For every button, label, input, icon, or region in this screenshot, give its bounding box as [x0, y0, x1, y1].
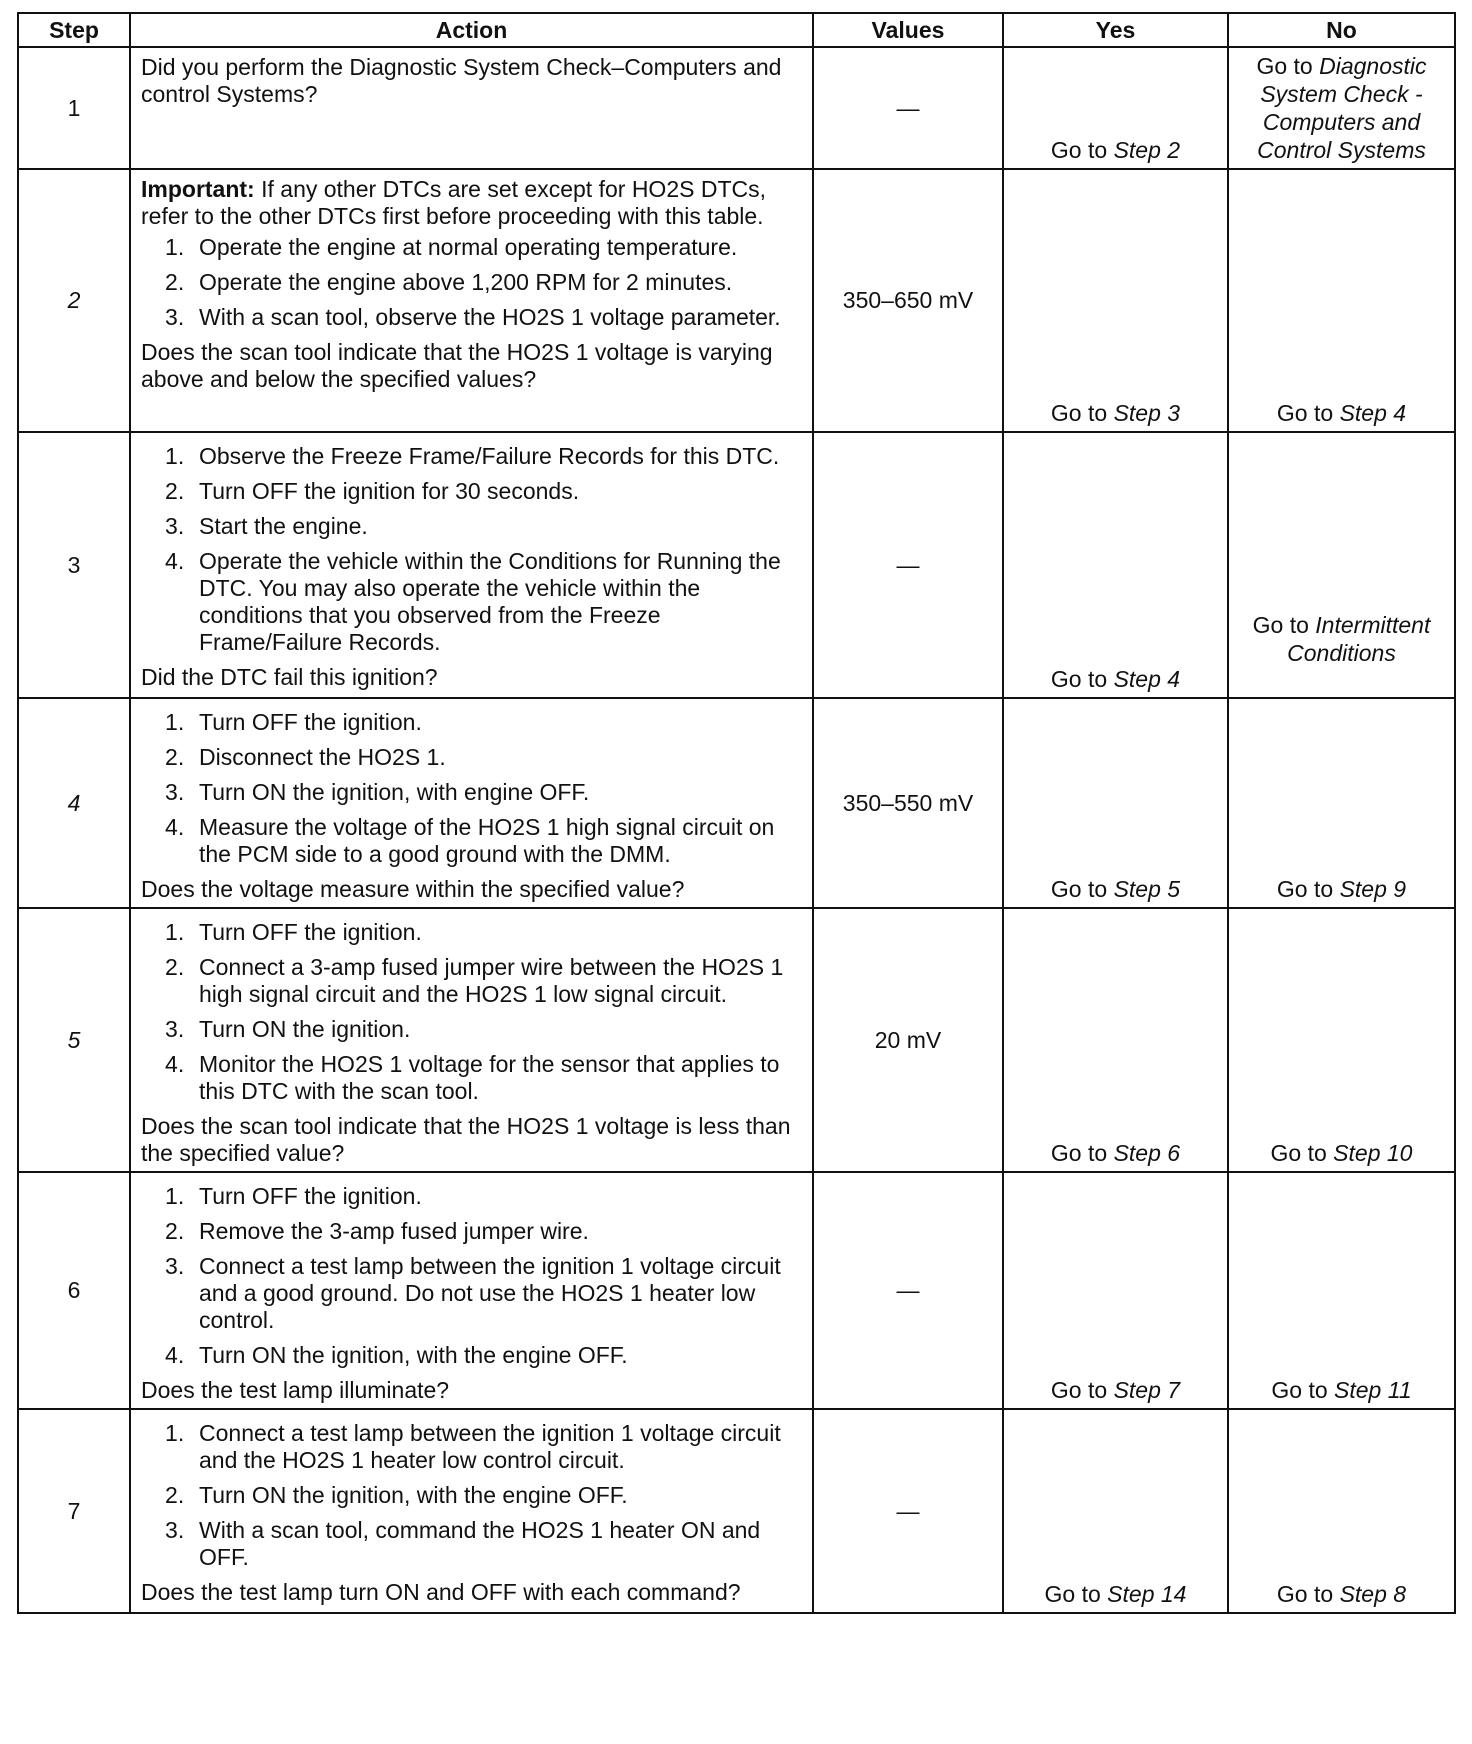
yes-goto-prefix: Go to: [1050, 876, 1114, 902]
header-step: Step: [18, 13, 130, 47]
yes-goto-link[interactable]: Step 7: [1113, 1377, 1181, 1403]
instruction-item: 1. Turn OFF the ignition.: [197, 709, 802, 736]
instruction-list: [141, 443, 802, 656]
no-goto-link[interactable]: Step 11: [1334, 1377, 1412, 1403]
diagnostic-table: [17, 12, 1456, 1614]
instruction-item: 2. Turn ON the ignition, with the engine OFF.: [197, 1482, 802, 1509]
no-goto-prefix: Go to: [1276, 400, 1340, 426]
no-goto-link[interactable]: Diagnostic System Check - Computers and Control Systems: [1257, 53, 1427, 163]
yes-goto-link[interactable]: Step 5: [1113, 876, 1181, 902]
values-cell: —: [813, 1409, 1003, 1613]
action-question: Does the test lamp illuminate?: [141, 1377, 450, 1403]
values-cell: —: [813, 432, 1003, 698]
no-goto-link[interactable]: Step 4: [1339, 400, 1407, 426]
action-question: Does the voltage measure within the specified value?: [141, 876, 685, 902]
yes-goto-prefix: Go to: [1050, 137, 1114, 163]
intro-text: If any other DTCs are set except for HO2S DTCs, refer to the other DTCs first before proceeding with this table.: [141, 176, 766, 229]
no-goto-prefix: Go to: [1252, 612, 1316, 638]
no-cell: [1228, 432, 1455, 698]
table-row: [18, 908, 1455, 1172]
step-number: 4: [18, 698, 130, 908]
no-goto-prefix: Go to: [1256, 53, 1320, 79]
instruction-item: 1. Turn OFF the ignition.: [197, 919, 802, 946]
step-number: 2: [18, 169, 130, 432]
instruction-item: 3. With a scan tool, command the HO2S 1 heater ON and OFF.: [197, 1517, 802, 1571]
yes-goto-link[interactable]: Step 3: [1113, 400, 1181, 426]
no-goto: [1235, 399, 1448, 427]
action-question: Does the scan tool indicate that the HO2S 1 voltage is varying above and below the specified values?: [141, 339, 773, 392]
instruction-item: 4. Measure the voltage of the HO2S 1 high signal circuit on the PCM side to a good ground with the DMM.: [197, 814, 802, 868]
no-goto: [1235, 875, 1448, 903]
yes-goto-link[interactable]: Step 6: [1113, 1140, 1181, 1166]
step-number: 1: [18, 47, 130, 169]
instruction-list: [141, 234, 802, 331]
table-row: [18, 432, 1455, 698]
action-cell: [130, 47, 813, 169]
instruction-item: 2. Turn OFF the ignition for 30 seconds.: [197, 478, 802, 505]
no-cell: [1228, 698, 1455, 908]
instruction-item: 1. Observe the Freeze Frame/Failure Records for this DTC.: [197, 443, 802, 470]
action-intro: [141, 54, 802, 108]
yes-cell: [1003, 432, 1228, 698]
no-cell: [1228, 47, 1455, 169]
intro-text: Did you perform the Diagnostic System Check–Computers and control Systems?: [141, 54, 782, 107]
no-cell: [1228, 908, 1455, 1172]
instruction-item: 2. Operate the engine above 1,200 RPM for 2 minutes.: [197, 269, 802, 296]
no-goto: [1235, 611, 1448, 667]
values-cell: 350–650 mV: [813, 169, 1003, 432]
instruction-list: [141, 1420, 802, 1571]
values-cell: 20 mV: [813, 908, 1003, 1172]
instruction-item: 1. Operate the engine at normal operating temperature.: [197, 234, 802, 261]
yes-goto-prefix: Go to: [1050, 1377, 1114, 1403]
no-goto-link[interactable]: Step 9: [1339, 876, 1407, 902]
instruction-list: [141, 1183, 802, 1369]
step-number: 5: [18, 908, 130, 1172]
yes-cell: [1003, 908, 1228, 1172]
instruction-item: 3. Connect a test lamp between the ignition 1 voltage circuit and a good ground. Do not use the HO2S 1 heater low control.: [197, 1253, 802, 1334]
values-cell: —: [813, 1172, 1003, 1409]
action-cell: [130, 698, 813, 908]
step-number: 7: [18, 1409, 130, 1613]
instruction-item: 1. Turn OFF the ignition.: [197, 1183, 802, 1210]
instruction-item: 4. Monitor the HO2S 1 voltage for the sensor that applies to this DTC with the scan tool.: [197, 1051, 802, 1105]
no-goto: [1235, 1580, 1448, 1608]
action-cell: [130, 908, 813, 1172]
instruction-item: 3. Start the engine.: [197, 513, 802, 540]
table-row: [18, 169, 1455, 432]
yes-cell: [1003, 47, 1228, 169]
yes-cell: [1003, 698, 1228, 908]
no-goto-link[interactable]: Step 10: [1333, 1140, 1413, 1166]
header-row: [18, 13, 1455, 47]
yes-cell: [1003, 1172, 1228, 1409]
instruction-item: 3. Turn ON the ignition, with engine OFF.: [197, 779, 802, 806]
table-row: [18, 1409, 1455, 1613]
step-number: 6: [18, 1172, 130, 1409]
no-cell: [1228, 1409, 1455, 1613]
header-no: No: [1228, 13, 1455, 47]
yes-goto-prefix: Go to: [1050, 1140, 1114, 1166]
action-cell: [130, 169, 813, 432]
no-goto: [1235, 1139, 1448, 1167]
instruction-list: [141, 709, 802, 868]
yes-goto-prefix: Go to: [1050, 400, 1114, 426]
action-question: Does the test lamp turn ON and OFF with each command?: [141, 1579, 741, 1605]
yes-cell: [1003, 169, 1228, 432]
yes-goto-link[interactable]: Step 14: [1107, 1581, 1187, 1607]
yes-goto-prefix: Go to: [1050, 666, 1114, 692]
yes-goto-link[interactable]: Step 4: [1113, 666, 1181, 692]
instruction-item: 1. Connect a test lamp between the ignition 1 voltage circuit and the HO2S 1 heater low control circuit.: [197, 1420, 802, 1474]
table-row: [18, 698, 1455, 908]
table-row: [18, 47, 1455, 169]
header-values: Values: [813, 13, 1003, 47]
header-yes: Yes: [1003, 13, 1228, 47]
yes-goto-link[interactable]: Step 2: [1113, 137, 1181, 163]
no-cell: [1228, 1172, 1455, 1409]
table-row: [18, 1172, 1455, 1409]
action-cell: [130, 432, 813, 698]
yes-goto-prefix: Go to: [1044, 1581, 1108, 1607]
step-number: 3: [18, 432, 130, 698]
values-cell: 350–550 mV: [813, 698, 1003, 908]
no-goto-link[interactable]: Intermittent Conditions: [1287, 612, 1431, 666]
no-goto: [1235, 52, 1448, 164]
no-goto-prefix: Go to: [1276, 1581, 1340, 1607]
action-intro: [141, 176, 802, 230]
values-cell: —: [813, 47, 1003, 169]
instruction-item: 2. Remove the 3-amp fused jumper wire.: [197, 1218, 802, 1245]
action-cell: [130, 1172, 813, 1409]
no-goto-prefix: Go to: [1276, 876, 1340, 902]
instruction-item: 4. Turn ON the ignition, with the engine OFF.: [197, 1342, 802, 1369]
no-goto-link[interactable]: Step 8: [1339, 1581, 1407, 1607]
no-cell: [1228, 169, 1455, 432]
yes-cell: [1003, 1409, 1228, 1613]
no-goto: [1235, 1376, 1448, 1404]
action-question: Does the scan tool indicate that the HO2S 1 voltage is less than the specified value?: [141, 1113, 791, 1166]
instruction-list: [141, 919, 802, 1105]
instruction-item: 2. Connect a 3-amp fused jumper wire between the HO2S 1 high signal circuit and the HO2S 1 low signal circuit.: [197, 954, 802, 1008]
instruction-item: 3. With a scan tool, observe the HO2S 1 voltage parameter.: [197, 304, 802, 331]
no-goto-prefix: Go to: [1270, 1140, 1334, 1166]
header-action: Action: [130, 13, 813, 47]
action-cell: [130, 1409, 813, 1613]
important-label: Important:: [141, 176, 255, 202]
no-goto-prefix: Go to: [1271, 1377, 1335, 1403]
action-question: Did the DTC fail this ignition?: [141, 664, 438, 690]
instruction-item: 4. Operate the vehicle within the Conditions for Running the DTC. You may also operate the vehicle within the conditions that you observed from the Freeze Frame/Failure Records.: [197, 548, 802, 656]
instruction-item: 3. Turn ON the ignition.: [197, 1016, 802, 1043]
instruction-item: 2. Disconnect the HO2S 1.: [197, 744, 802, 771]
